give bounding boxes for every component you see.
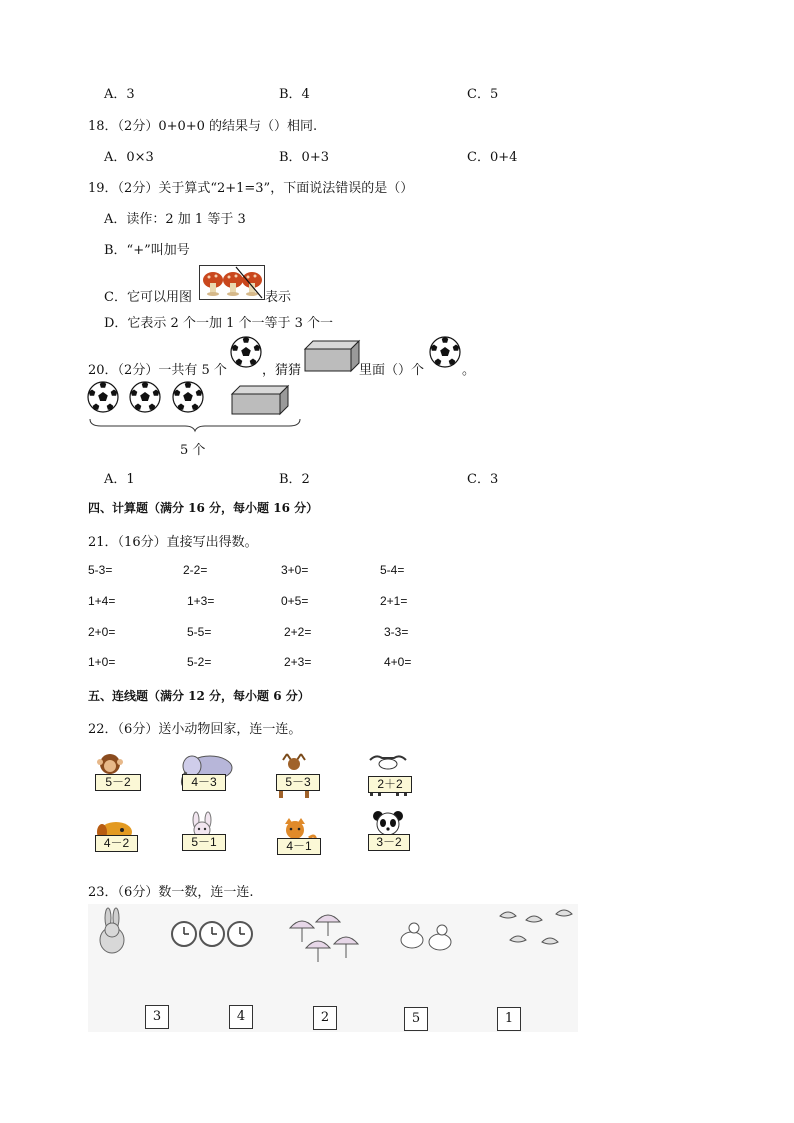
box-icon [232, 386, 288, 414]
clock-icon [170, 918, 256, 948]
soccer-ball-icon [172, 381, 204, 413]
calc-item: 2+1= [380, 594, 408, 608]
q17-option-c: C．5 [467, 87, 499, 102]
calc-item: 2-2= [183, 563, 208, 577]
number-box: 3 [145, 1005, 169, 1029]
calc-item: 5-2= [187, 655, 212, 669]
number-box: 2 [313, 1006, 337, 1030]
q18-option-a: A．0×3 [104, 150, 154, 165]
calc-item: 1+4= [88, 594, 116, 608]
q20-option-c: C．3 [467, 472, 499, 487]
number-box: 4 [229, 1005, 253, 1029]
q17-option-b: B．4 [279, 87, 310, 102]
soccer-ball-icon [230, 336, 262, 368]
rabbit-icon [94, 908, 134, 956]
q21-stem: 21．（16分）直接写出得数。 [88, 535, 258, 550]
soccer-ball-icon [429, 336, 461, 368]
calc-item: 2+3= [284, 655, 312, 669]
q19-option-a: A．读作：2 加 1 等于 3 [104, 212, 246, 227]
mushroom-icon [200, 266, 264, 299]
q19-option-c-prefix: C．它可以用图 [104, 290, 192, 305]
calc-item: 1+0= [88, 655, 116, 669]
q18-option-c: C．0+4 [467, 150, 518, 165]
expr-tag: 5－3 [276, 774, 320, 791]
calc-item: 5-4= [380, 563, 405, 577]
umbrella-icon [286, 908, 366, 964]
expr-tag: 4－1 [277, 838, 321, 855]
calc-item: 4+0= [384, 655, 412, 669]
q20-stem-part3: 里面（）个 [359, 363, 425, 378]
expr-tag: 4－3 [182, 774, 226, 791]
q20-stem-part1: 20．（2分）一共有 5 个 [88, 363, 227, 378]
mushroom-picture [199, 265, 265, 300]
expr-tag: 5－1 [182, 834, 226, 851]
expr-tag: 2＋2 [368, 776, 412, 793]
brace-label: 5 个 [180, 443, 206, 458]
calc-item: 2+2= [284, 625, 312, 639]
expr-tag: 3－2 [368, 834, 410, 851]
calc-item: 1+3= [187, 594, 215, 608]
counting-panel [88, 904, 578, 1032]
expr-tag: 4－2 [95, 835, 138, 852]
q20-stem-part2: ，猜猜 [262, 363, 302, 378]
expr-tag: 5－2 [95, 774, 141, 791]
q23-stem: 23．（6分）数一数，连一连. [88, 885, 254, 900]
bird-icon [496, 906, 580, 966]
q19-option-c-suffix: 表示 [265, 290, 292, 305]
number-box: 1 [497, 1007, 521, 1031]
q20-stem-part4: 。 [462, 363, 476, 378]
q20-option-b: B．2 [279, 472, 310, 487]
q22-stem: 22．（6分）送小动物回家，连一连。 [88, 722, 302, 737]
q18-option-b: B．0+3 [279, 150, 329, 165]
brace [89, 418, 301, 432]
q20-option-a: A．1 [104, 472, 135, 487]
q19-stem: 19．（2分）关于算式“2+1=3”，下面说法错误的是（） [88, 181, 414, 196]
calc-item: 0+5= [281, 594, 309, 608]
q17-option-a: A．3 [104, 87, 135, 102]
box-icon [305, 341, 359, 371]
calc-item: 5-3= [88, 563, 113, 577]
section-4-title: 四、计算题（满分 16 分，每小题 16 分） [88, 501, 319, 515]
calc-item: 3+0= [281, 563, 309, 577]
calc-item: 2+0= [88, 625, 116, 639]
calc-item: 3-3= [384, 625, 409, 639]
q19-option-b: B．“+”叫加号 [104, 243, 190, 258]
number-box: 5 [404, 1007, 428, 1031]
soccer-ball-icon [87, 381, 119, 413]
calc-item: 5-5= [187, 625, 212, 639]
q19-option-d: D．它表示 2 个一加 1 个一等于 3 个一 [104, 316, 334, 331]
soccer-ball-icon [129, 381, 161, 413]
q18-stem: 18．（2分）0+0+0 的结果与（）相同. [88, 119, 318, 134]
section-5-title: 五、连线题（满分 12 分，每小题 6 分） [88, 689, 310, 703]
duck-icon [398, 916, 458, 956]
